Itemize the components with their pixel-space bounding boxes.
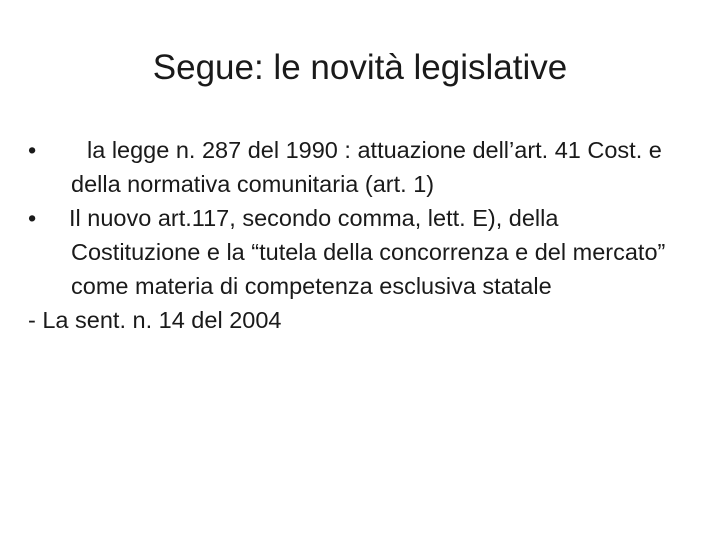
dash-item-3 [28, 303, 688, 337]
bullet-marker: • [28, 205, 37, 231]
dash-text: La sent. n. 14 del 2004 [42, 307, 282, 333]
bullet-text: Il nuovo art.117, secondo comma, lett. E), della Costituzione e la “tutela della concorrenza e del mercato” come materia di competenza esclusiva statale [69, 205, 666, 299]
bullet-item-2 [28, 201, 688, 303]
bullet-text: la legge n. 287 del 1990 : attuazione dell’art. 41 Cost. e della normativa comunitaria (art. 1) [71, 137, 662, 197]
slide-content [28, 133, 688, 337]
dash-marker: - [28, 307, 36, 333]
bullet-marker: • [28, 137, 37, 163]
slide-title: Segue: le novità legislative [152, 48, 568, 87]
bullet-item-1 [28, 133, 688, 201]
